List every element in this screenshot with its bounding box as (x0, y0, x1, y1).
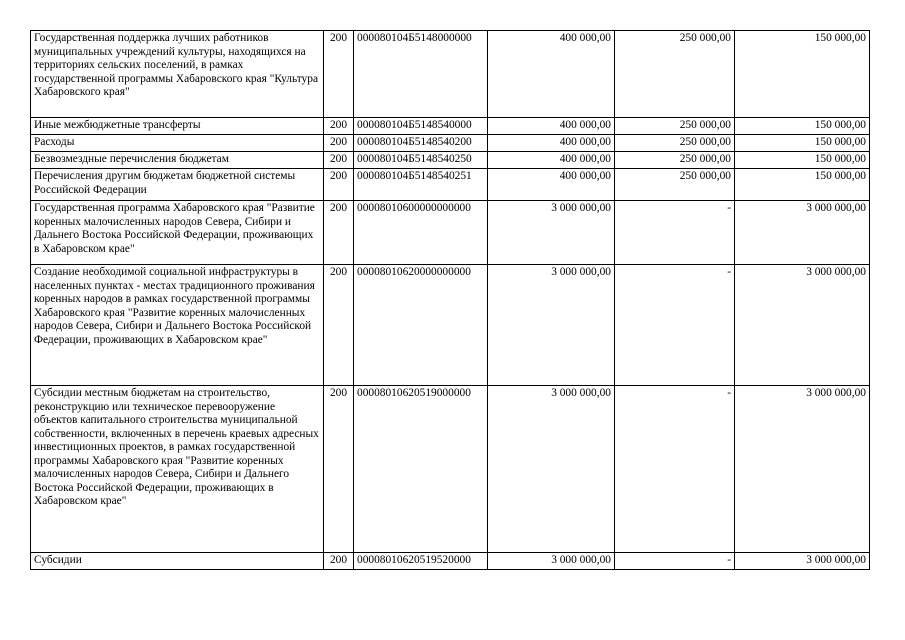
classification-code-cell: 000080104Б5148000000 (354, 31, 488, 118)
expense-name-cell: Расходы (31, 135, 324, 152)
executed-amount-cell: - (615, 201, 735, 265)
expense-name-cell: Безвозмездные перечисления бюджетам (31, 152, 324, 169)
budget-execution-table (30, 30, 870, 570)
approved-amount-cell: 400 000,00 (488, 169, 615, 201)
executed-amount-cell: 250 000,00 (615, 152, 735, 169)
unexecuted-amount-cell: 150 000,00 (735, 152, 870, 169)
approved-amount-cell: 3 000 000,00 (488, 201, 615, 265)
line-code-cell: 200 (324, 152, 354, 169)
table-row (31, 31, 870, 118)
classification-code-cell: 00008010620519000000 (354, 386, 488, 553)
table-row (31, 265, 870, 386)
line-code-cell: 200 (324, 169, 354, 201)
expense-name-cell: Иные межбюджетные трансферты (31, 118, 324, 135)
table-row (31, 118, 870, 135)
executed-amount-cell: - (615, 386, 735, 553)
unexecuted-amount-cell: 150 000,00 (735, 31, 870, 118)
line-code-cell: 200 (324, 386, 354, 553)
expense-name-cell: Субсидии местным бюджетам на строительство, реконструкцию или техническое перевооружение объектов капитального строительства муниципальной собственности, включенных в перечень краевых адресных инвестиционных проектов, в рамках государственной программы Хабаровского края "Развитие коренных малочисленных народов Севера, Сибири и Дальнего Востока Российской Федерации, проживающих в Хабаровском крае" (31, 386, 324, 553)
line-code-cell: 200 (324, 553, 354, 570)
classification-code-cell: 00008010620519520000 (354, 553, 488, 570)
line-code-cell: 200 (324, 201, 354, 265)
unexecuted-amount-cell: 3 000 000,00 (735, 265, 870, 386)
unexecuted-amount-cell: 150 000,00 (735, 169, 870, 201)
unexecuted-amount-cell: 3 000 000,00 (735, 553, 870, 570)
table-row (31, 201, 870, 265)
table-row (31, 135, 870, 152)
line-code-cell: 200 (324, 118, 354, 135)
line-code-cell: 200 (324, 135, 354, 152)
table-row (31, 152, 870, 169)
approved-amount-cell: 3 000 000,00 (488, 265, 615, 386)
unexecuted-amount-cell: 3 000 000,00 (735, 386, 870, 553)
approved-amount-cell: 3 000 000,00 (488, 553, 615, 570)
expense-name-cell: Государственная программа Хабаровского края "Развитие коренных малочисленных народов Севера, Сибири и Дальнего Востока Российской Федерации, проживающих в Хабаровском крае" (31, 201, 324, 265)
line-code-cell: 200 (324, 265, 354, 386)
approved-amount-cell: 400 000,00 (488, 135, 615, 152)
executed-amount-cell: 250 000,00 (615, 169, 735, 201)
unexecuted-amount-cell: 3 000 000,00 (735, 201, 870, 265)
expense-name-cell: Перечисления другим бюджетам бюджетной системы Российской Федерации (31, 169, 324, 201)
approved-amount-cell: 400 000,00 (488, 118, 615, 135)
unexecuted-amount-cell: 150 000,00 (735, 118, 870, 135)
classification-code-cell: 00008010620000000000 (354, 265, 488, 386)
classification-code-cell: 000080104Б5148540250 (354, 152, 488, 169)
approved-amount-cell: 400 000,00 (488, 31, 615, 118)
approved-amount-cell: 400 000,00 (488, 152, 615, 169)
table-row (31, 553, 870, 570)
unexecuted-amount-cell: 150 000,00 (735, 135, 870, 152)
table-row (31, 386, 870, 553)
executed-amount-cell: - (615, 265, 735, 386)
expense-name-cell: Субсидии (31, 553, 324, 570)
expense-name-cell: Создание необходимой социальной инфраструктуры в населенных пунктах - местах традиционного проживания коренных народов в рамках государственной программы Хабаровского края "Развитие коренных малочисленных народов Севера, Сибири и Дальнего Востока Российской Федерации, проживающих в Хабаровском крае" (31, 265, 324, 386)
executed-amount-cell: - (615, 553, 735, 570)
executed-amount-cell: 250 000,00 (615, 135, 735, 152)
executed-amount-cell: 250 000,00 (615, 118, 735, 135)
expense-name-cell: Государственная поддержка лучших работников муниципальных учреждений культуры, находящихся на территориях сельских поселений, в рамках государственной программы Хабаровского края "Культура Хабаровского края" (31, 31, 324, 118)
classification-code-cell: 000080104Б5148540251 (354, 169, 488, 201)
table-row (31, 169, 870, 201)
line-code-cell: 200 (324, 31, 354, 118)
classification-code-cell: 000080104Б5148540200 (354, 135, 488, 152)
executed-amount-cell: 250 000,00 (615, 31, 735, 118)
classification-code-cell: 000080104Б5148540000 (354, 118, 488, 135)
classification-code-cell: 00008010600000000000 (354, 201, 488, 265)
approved-amount-cell: 3 000 000,00 (488, 386, 615, 553)
